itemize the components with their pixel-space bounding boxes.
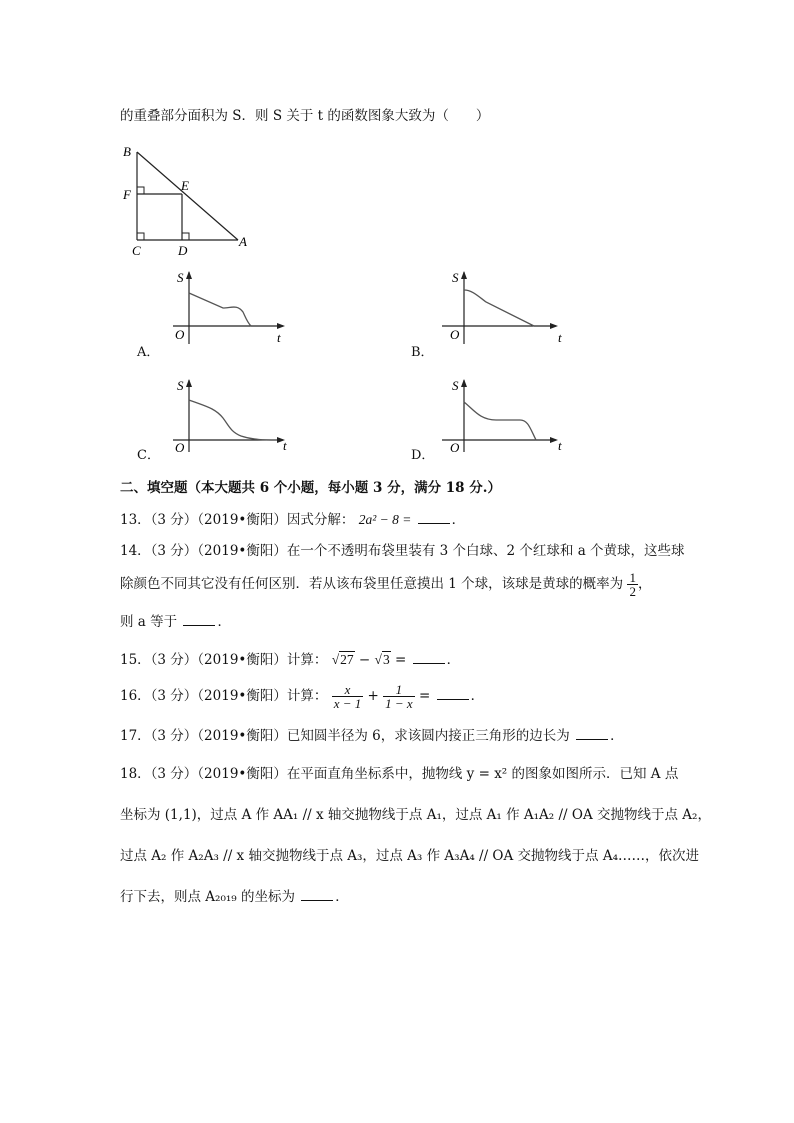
graph-a-x: t <box>277 330 281 345</box>
q13-prefix: 13．（3 分）（2019•衡阳）因式分解： <box>120 512 355 528</box>
q17-end: ． <box>610 728 624 744</box>
graph-c-o: O <box>175 440 185 455</box>
q14-line2a: 除颜色不同其它没有任何区别．若从该布袋里任意摸出 1 个球，该球是黄球的概率为 <box>120 576 624 592</box>
option-c-label: C． <box>137 448 160 463</box>
label-A: A <box>239 234 247 249</box>
q18-end: ． <box>335 889 349 905</box>
q13-blank[interactable] <box>418 510 450 524</box>
q13-expr: 2a² − 8 = <box>358 512 412 527</box>
q14-num: 1 <box>629 570 636 585</box>
q16-frac-1: $\frac{x}{x - 1}$ <box>333 682 362 711</box>
question-16 <box>120 683 484 710</box>
graph-d-o: O <box>450 440 460 455</box>
graph-b-x: t <box>558 330 562 345</box>
graph-a <box>165 268 295 348</box>
graph-b <box>440 268 570 348</box>
section-2-heading: 二、填空题（本大题共 6 个小题，每小题 3 分，满分 18 分.） <box>120 480 501 496</box>
option-a-label: A． <box>137 345 160 360</box>
question-18-line1: 18．（3 分）（2019•衡阳）在平面直角坐标系中，抛物线 y = x² 的图象如图所示．已知 A 点 <box>120 766 679 782</box>
graph-b-y: S <box>452 270 459 285</box>
question-14-line3 <box>120 612 231 632</box>
graph-d-x: t <box>558 438 562 453</box>
q16-prefix: 16．（3 分）（2019•衡阳）计算： <box>120 688 328 704</box>
q15-sqrt-1: √27 <box>331 652 354 667</box>
q14-fraction <box>627 571 638 598</box>
q17-text: 17．（3 分）（2019•衡阳）已知圆半径为 6，求该圆内接正三角形的边长为 <box>120 728 570 744</box>
q14-blank[interactable] <box>183 612 215 626</box>
question-17 <box>120 726 624 746</box>
q13-end: ． <box>451 512 466 528</box>
graph-a-o: O <box>175 327 185 342</box>
q15-prefix: 15．（3 分）（2019•衡阳）计算： <box>120 652 328 668</box>
q14-line2b: ， <box>637 576 652 592</box>
q16-blank[interactable] <box>437 686 469 700</box>
question-18-line3: 过点 A₂ 作 A₂A₃ // x 轴交抛物线于点 A₃，过点 A₃ 作 A₃A₄ // OA 交抛物线于点 A₄……，依次进 <box>120 848 699 864</box>
label-E: E <box>181 178 189 193</box>
q15-blank[interactable] <box>413 650 445 664</box>
q15-eq: = <box>390 652 407 668</box>
label-D: D <box>178 243 188 258</box>
graph-b-o: O <box>450 327 460 342</box>
graph-d <box>440 376 570 456</box>
graph-c-x: t <box>283 438 287 453</box>
question-18-line4 <box>120 887 349 907</box>
q16-end: ． <box>470 688 485 704</box>
q14-end: ． <box>217 614 231 630</box>
graph-d-y: S <box>452 378 459 393</box>
q17-blank[interactable] <box>576 726 608 740</box>
question-14-line2 <box>120 571 651 598</box>
label-F: F <box>123 187 131 202</box>
graph-a-y: S <box>177 270 184 285</box>
graph-c-y: S <box>177 378 184 393</box>
q16-frac-2: $\frac{1}{1 - x}$ <box>385 682 413 711</box>
question-13 <box>120 510 465 530</box>
question-15 <box>120 650 460 670</box>
q15-end: ． <box>446 652 461 668</box>
triangle-figure <box>115 140 255 260</box>
label-B: B <box>123 144 131 159</box>
q15-sqrt-2: √3 <box>374 652 390 667</box>
q16-plus: + <box>367 688 379 704</box>
label-C: C <box>132 243 141 258</box>
option-d-label: D． <box>411 448 435 463</box>
intro-text: 的重叠部分面积为 S．则 S 关于 t 的函数图象大致为（ ） <box>120 108 490 124</box>
q18-line4: 行下去，则点 A₂₀₁₉ 的坐标为 <box>120 889 295 905</box>
q16-eq: = <box>418 688 431 704</box>
q14-den: 2 <box>629 584 636 599</box>
question-18-line2: 坐标为 (1,1)，过点 A 作 AA₁ // x 轴交抛物线于点 A₁，过点 A₁ 作 A₁A₂ // OA 交抛物线于点 A₂， <box>120 807 711 823</box>
option-b-label: B． <box>411 345 434 360</box>
q15-minus: − <box>354 652 375 668</box>
question-14-line1: 14．（3 分）（2019•衡阳）在一个不透明布袋里装有 3 个白球、2 个红球和 a 个黄球，这些球 <box>120 543 685 559</box>
graph-c <box>165 376 295 456</box>
q18-blank[interactable] <box>301 887 333 901</box>
q14-line3: 则 a 等于 <box>120 614 178 630</box>
